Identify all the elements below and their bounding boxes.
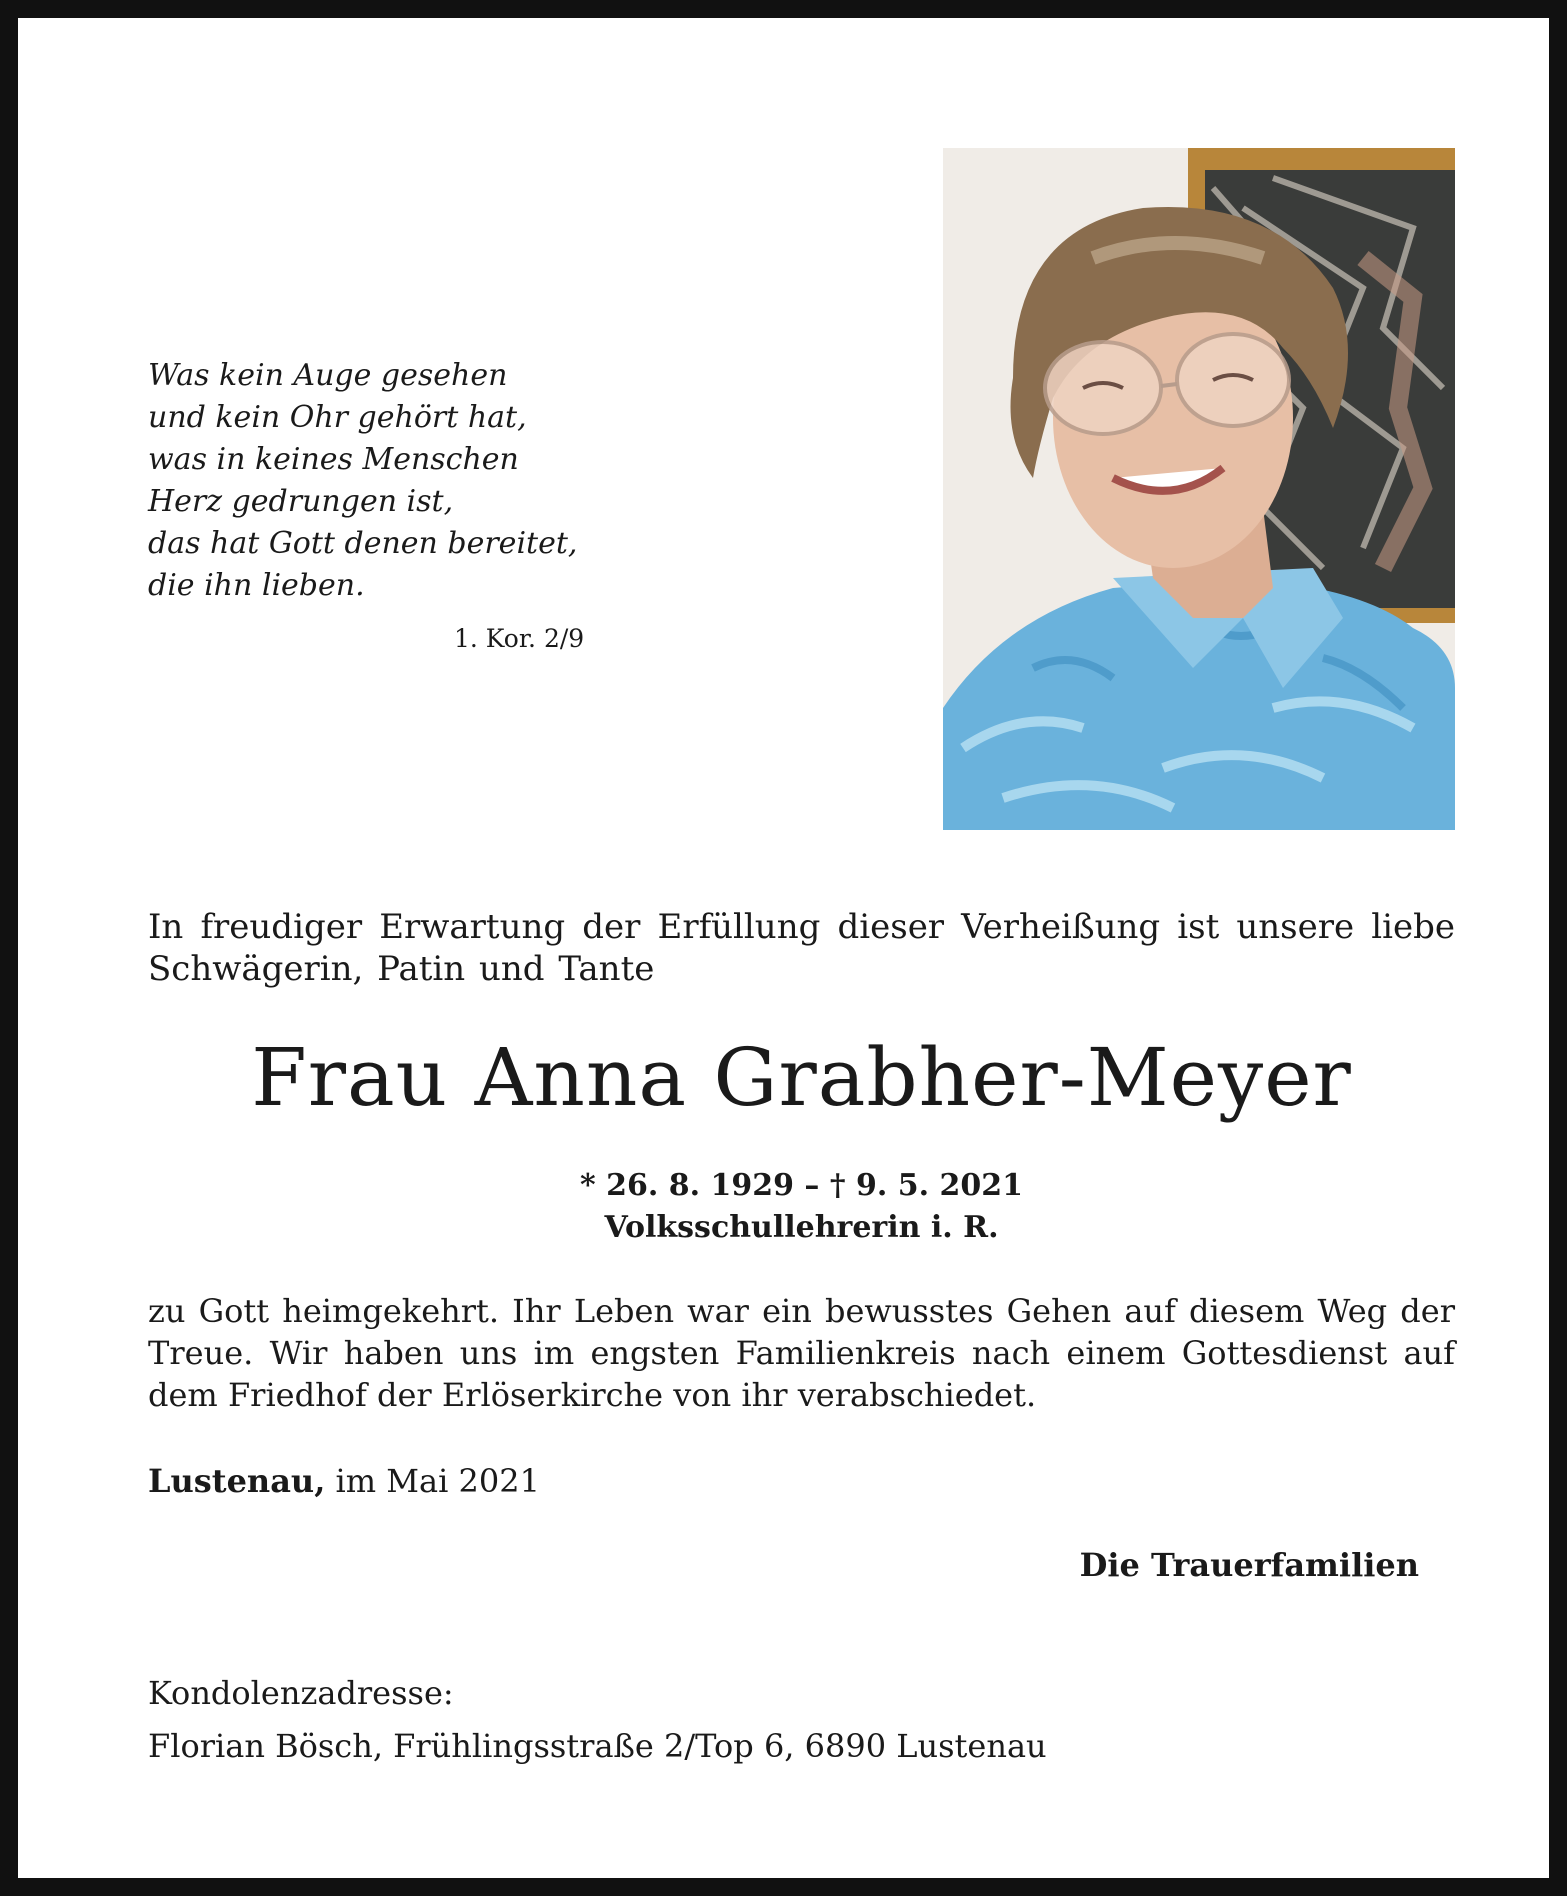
life-dates: * 26. 8. 1929 – † 9. 5. 2021 [579, 1168, 1024, 1203]
place-date [148, 1460, 540, 1502]
portrait-illustration [943, 148, 1455, 830]
place-city: Lustenau, [148, 1462, 326, 1500]
condolence-label: Kondolenzadresse: [148, 1674, 454, 1712]
condolence-address: Florian Bösch, Frühlingsstraße 2/Top 6, 6890 Lustenau [148, 1727, 1047, 1765]
place-month: im Mai 2021 [325, 1462, 540, 1500]
verse-line: Herz gedrungen ist, [148, 484, 454, 519]
intro-text: In freudiger Erwartung der Erfüllung dieser Verheißung ist unsere liebe Schwägerin, Patin und Tante [148, 907, 1455, 989]
verse-line: und kein Ohr gehört hat, [148, 400, 527, 435]
occupation: Volksschullehrerin i. R. [604, 1210, 999, 1245]
verse-line: was in keines Menschen [148, 442, 519, 477]
verse-line: die ihn lieben. [148, 568, 365, 603]
portrait-photo [943, 148, 1455, 830]
verse-line: das hat Gott denen bereitet, [148, 526, 578, 561]
verse-reference: 1. Kor. 2/9 [454, 624, 585, 653]
deceased-name: Frau Anna Grabher-Meyer [251, 1031, 1352, 1124]
body-text: zu Gott heimgekehrt. Ihr Leben war ein bewusstes Gehen auf diesem Weg der Treue. Wir haben uns im engsten Familienkreis nach einem Gottesdienst auf dem Friedhof der Erlöserkirche von ihr verabschiedet. [148, 1292, 1455, 1414]
bible-verse [148, 355, 598, 607]
verse-line: Was kein Auge gesehen [148, 358, 508, 393]
signature: Die Trauerfamilien [1079, 1546, 1419, 1584]
